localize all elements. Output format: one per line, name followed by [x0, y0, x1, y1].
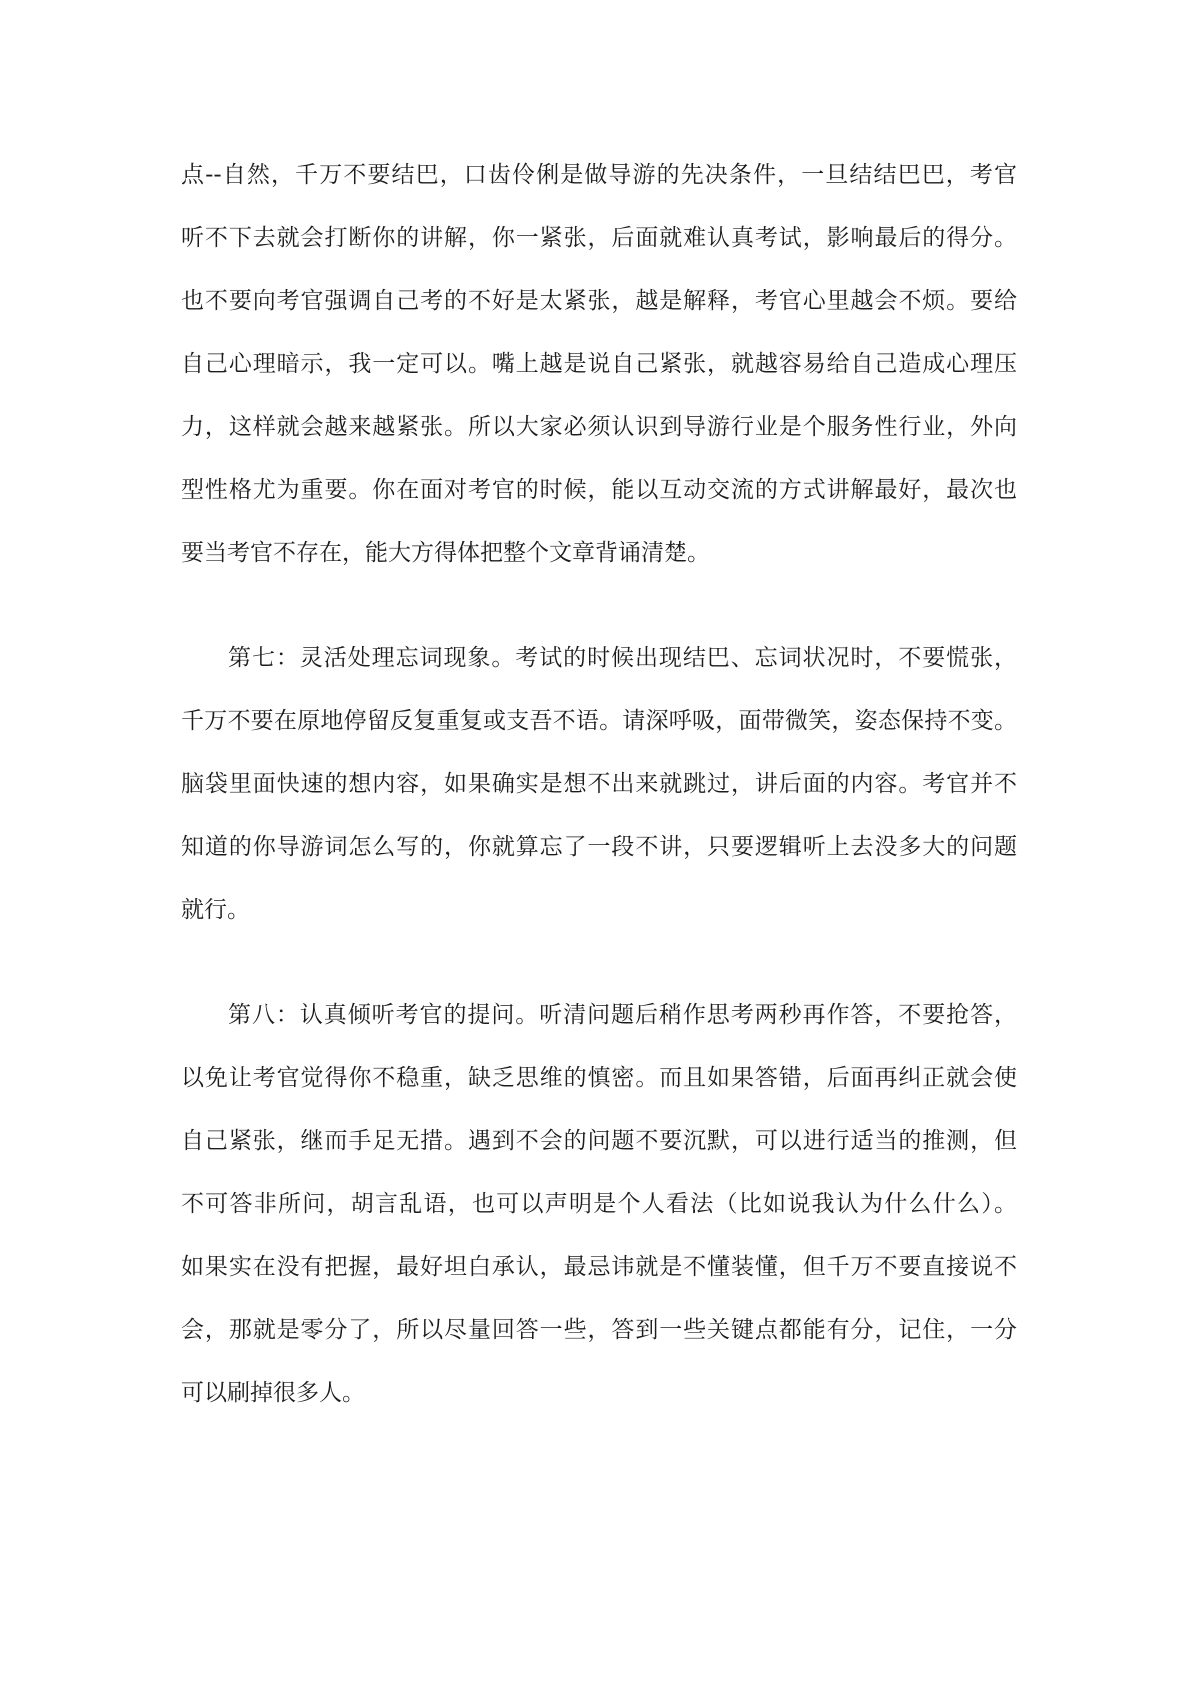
text-line: 如果实在没有把握，最好坦白承认，最忌讳就是不懂装懂，但千万不要直接说不 [181, 1254, 1017, 1280]
text-line: 知道的你导游词怎么写的，你就算忘了一段不讲，只要逻辑听上去没多大的问题 [181, 834, 1017, 860]
text-line: 自己心理暗示，我一定可以。嘴上越是说自己紧张，就越容易给自己造成心理压 [181, 351, 1017, 377]
text-line: 不可答非所问，胡言乱语，也可以声明是个人看法（比如说我认为什么什么）。 [181, 1191, 1017, 1217]
text-line: 也不要向考官强调自己考的不好是太紧张，越是解释，考官心里越会不烦。要给 [181, 288, 1017, 314]
text-line: 力，这样就会越来越紧张。所以大家必须认识到导游行业是个服务性行业，外向 [181, 414, 1017, 440]
paragraph-continuation [181, 144, 1017, 585]
text-line: 会，那就是零分了，所以尽量回答一些，答到一些关键点都能有分，记住，一分 [181, 1317, 1017, 1343]
text-line-last: 要当考官不存在，能大方得体把整个文章背诵清楚。 [181, 540, 710, 566]
text-line: 千万不要在原地停留反复重复或支吾不语。请深呼吸，面带微笑，姿态保持不变。 [181, 708, 1017, 734]
text-line-last: 就行。 [181, 897, 250, 923]
text-line: 脑袋里面快速的想内容，如果确实是想不出来就跳过，讲后面的内容。考官并不 [181, 771, 1017, 797]
paragraph-eight [181, 984, 1017, 1425]
text-line: 型性格尤为重要。你在面对考官的时候，能以互动交流的方式讲解最好，最次也 [181, 477, 1017, 503]
text-line-first: 第八：认真倾听考官的提问。听清问题后稍作思考两秒再作答，不要抢答， [228, 1002, 1017, 1028]
text-line: 自己紧张，继而手足无措。遇到不会的问题不要沉默，可以进行适当的推测，但 [181, 1128, 1017, 1154]
text-line-first: 第七：灵活处理忘词现象。考试的时候出现结巴、忘词状况时，不要慌张， [228, 645, 1017, 671]
text-line-last: 可以刷掉很多人。 [181, 1380, 365, 1406]
text-line: 听不下去就会打断你的讲解，你一紧张，后面就难认真考试，影响最后的得分。 [181, 225, 1017, 251]
paragraph-seven [181, 627, 1017, 942]
text-line: 以免让考官觉得你不稳重，缺乏思维的慎密。而且如果答错，后面再纠正就会使 [181, 1065, 1017, 1091]
text-line: 点--自然，千万不要结巴，口齿伶俐是做导游的先决条件，一旦结结巴巴，考官 [181, 162, 1017, 188]
